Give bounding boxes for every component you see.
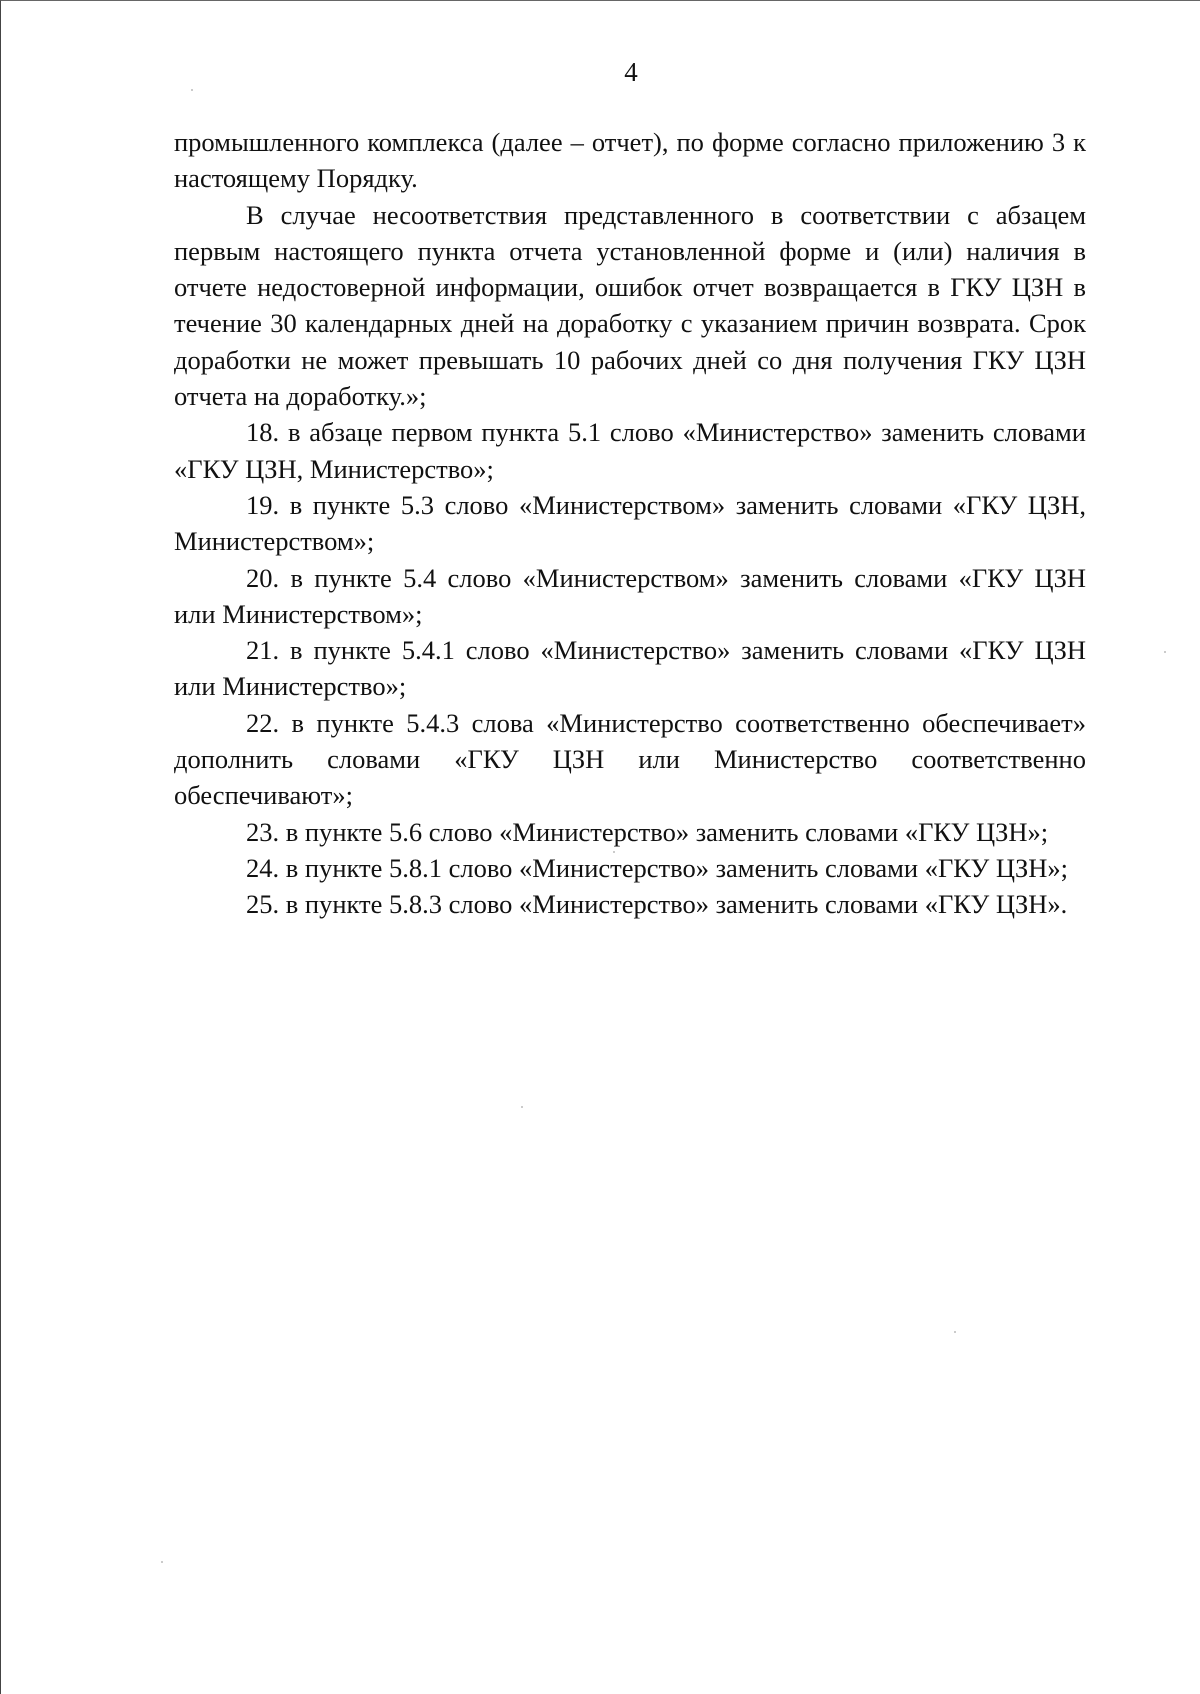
amendment-item-22: 22. в пункте 5.4.3 слова «Министерство соответственно обеспечивает» дополнить словами «ГКУ ЦЗН или Министерство соответственно обеспечивают»; bbox=[174, 707, 1086, 811]
document-body bbox=[174, 124, 1086, 923]
scan-speck bbox=[1164, 651, 1166, 653]
scan-speck bbox=[954, 1331, 956, 1333]
scan-speck bbox=[521, 1106, 523, 1108]
amendment-item-25: 25. в пункте 5.8.3 слово «Министерство» заменить словами «ГКУ ЦЗН». bbox=[246, 889, 1068, 920]
paragraph-report-return: В случае несоответствия представленного в соответствии с абзацем первым настоящего пункта отчета установленной форме и (или) наличия в отчете недостоверной информации, ошибок отчет возвращается в ГКУ ЦЗН в течение 30 календарных дней на доработку с указанием причин возврата. Срок доработки не может превышать 10 рабочих дней со дня получения ГКУ ЦЗН отчета на доработку.»; bbox=[174, 199, 1086, 412]
amendment-item-21: 21. в пункте 5.4.1 слово «Министерство» заменить словами «ГКУ ЦЗН или Министерство»; bbox=[174, 635, 1086, 702]
scan-speck bbox=[191, 89, 193, 91]
scan-speck bbox=[613, 851, 615, 853]
amendment-item-19: 19. в пункте 5.3 слово «Министерством» заменить словами «ГКУ ЦЗН, Министерством»; bbox=[174, 489, 1086, 557]
page-number: 4 bbox=[624, 57, 638, 87]
amendment-item-20: 20. в пункте 5.4 слово «Министерством» заменить словами «ГКУ ЦЗН или Министерством»; bbox=[174, 562, 1086, 629]
amendment-item-24: 24. в пункте 5.8.1 слово «Министерство» заменить словами «ГКУ ЦЗН»; bbox=[246, 852, 1068, 883]
amendment-item-23: 23. в пункте 5.6 слово «Министерство» заменить словами «ГКУ ЦЗН»; bbox=[246, 816, 1049, 847]
amendment-item-18: 18. в абзаце первом пункта 5.1 слово «Министерство» заменить словами «ГКУ ЦЗН, Министерство»; bbox=[174, 417, 1086, 484]
scan-speck bbox=[161, 1561, 163, 1563]
paragraph-continuation: промышленного комплекса (далее – отчет), по форме согласно приложению 3 к настоящему Порядку. bbox=[174, 127, 1086, 194]
